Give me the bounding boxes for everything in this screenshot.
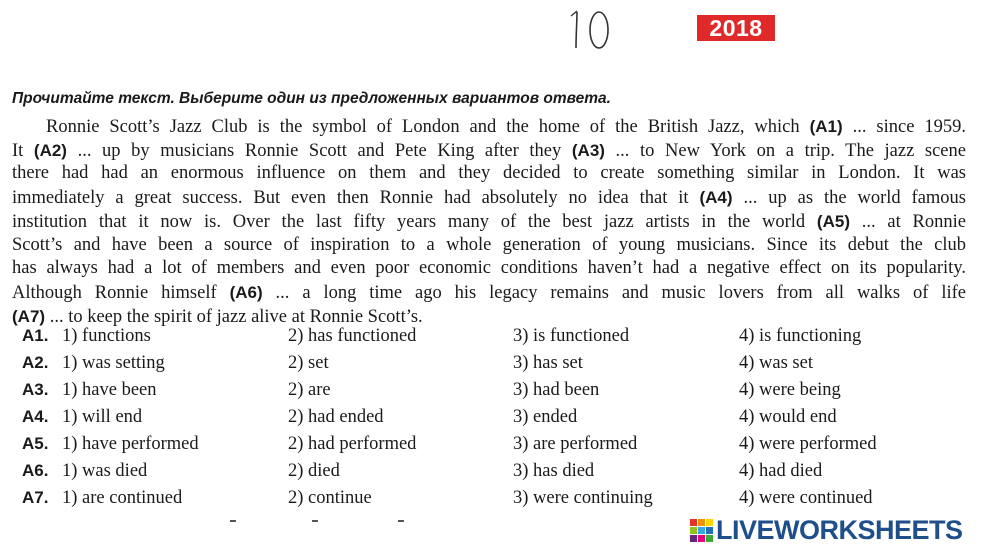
question-label: A7. [22,488,49,507]
question-row [0,488,1000,515]
answer-option[interactable]: 2) continue [288,488,372,508]
text-line [12,305,966,329]
answer-option[interactable]: 3) has died [513,461,595,481]
question-label: A5. [22,434,49,453]
answer-option[interactable]: 4) would end [739,407,837,427]
question-row [0,407,1000,434]
text-segment: It [12,140,34,161]
answer-option[interactable]: 3) has set [513,353,583,373]
answer-option[interactable]: 3) were continuing [513,488,653,508]
text-segment: ... to New York on a trip. The jazz scene [604,140,966,161]
answer-option[interactable]: 2) has functioned [288,326,417,346]
answer-option[interactable]: 2) died [288,461,340,481]
text-segment: ... up as the world famous [732,188,966,209]
answer-option[interactable]: 2) had performed [288,434,417,454]
answer-option[interactable]: 2) had ended [288,407,384,427]
handwritten-number [565,6,625,52]
text-line [12,234,966,257]
question-row [0,380,1000,407]
text-line [12,257,966,280]
text-segment: has always had a lot of members and even poor economic conditions haven’t had a negative effect on its popularity. [12,258,966,279]
answer-option[interactable]: 4) were continued [739,488,873,508]
logo-square [698,535,705,542]
logo-square [698,519,705,526]
answer-option[interactable]: 4) were performed [739,434,877,454]
answer-option[interactable]: 4) were being [739,380,841,400]
answer-option[interactable]: 4) was set [739,353,813,373]
answer-option[interactable]: 1) was died [62,461,148,481]
brand-name: LIVEWORKSHEETS [716,514,963,545]
logo-icon [690,519,713,542]
logo-square [706,527,713,534]
text-segment: there had had an enormous influence on them and they decided to create something similar in London. It was [12,163,966,184]
question-row [0,461,1000,488]
question-label: A6. [22,461,49,480]
answer-option[interactable]: 3) ended [513,407,578,427]
answer-option[interactable]: 3) is functioned [513,326,630,346]
text-segment: ... up by musicians Ronnie Scott and Pete King after they [66,140,572,161]
question-label: A3. [22,380,49,399]
gap-marker: (A1) [809,117,843,136]
text-line [12,186,966,210]
answer-option[interactable]: 4) had died [739,461,823,481]
question-row [0,434,1000,461]
answer-option[interactable]: 1) will end [62,407,143,427]
answer-option[interactable]: 1) functions [62,326,151,346]
answer-option[interactable]: 4) is functioning [739,326,862,346]
text-segment: ... at Ronnie [849,211,966,232]
question-row [0,353,1000,380]
question-label: A2. [22,353,49,372]
answer-option[interactable]: 1) was setting [62,353,165,373]
text-line [12,162,966,185]
text-line [12,139,966,163]
text-line [12,281,966,305]
gap-marker: (A3) [571,140,605,160]
answer-option[interactable]: 2) set [288,353,329,373]
text-line [12,210,966,234]
instruction: Прочитайте текст. Выберите один из предложенных вариантов ответа. [12,90,611,107]
logo-square [690,527,697,534]
answer-option[interactable]: 1) have performed [62,434,199,454]
logo-square [698,527,705,534]
liveworksheets-logo[interactable] [690,515,963,545]
text-segment: immediately a great success. But even then Ronnie had absolutely no idea that it [12,188,700,209]
text-segment: ... since 1959. [842,117,966,137]
gap-marker: (A2) [33,140,67,160]
answer-option[interactable]: 1) are continued [62,488,183,508]
text-segment: institution that it now is. Over the last fifty years many of the best jazz artists in the world [12,211,817,232]
answer-option[interactable]: 2) are [288,380,331,400]
logo-square [690,519,697,526]
answer-option[interactable]: 3) had been [513,380,600,400]
logo-square [706,519,713,526]
year-badge: 2018 [697,15,775,41]
text-line [46,115,966,139]
gap-marker: (A4) [699,188,733,208]
gap-marker: (A6) [229,282,263,302]
gap-marker: (A7) [12,306,46,326]
text-segment: Scott’s and have been a source of inspiration to a whole generation of young musicians. Since its debut the club [12,234,966,255]
question-row [0,326,1000,353]
answer-option[interactable]: 1) have been [62,380,157,400]
question-label: A4. [22,407,49,426]
text-segment: Ronnie Scott’s Jazz Club is the symbol of London and the home of the British Jazz, which [46,117,810,137]
text-segment: ... a long time ago his legacy remains and music lovers from all walks of life [262,282,966,303]
answer-option[interactable]: 3) are performed [513,434,638,454]
logo-square [690,535,697,542]
text-segment: Although Ronnie himself [12,282,230,303]
text-segment: ... to keep the spirit of jazz alive at Ronnie Scott’s. [45,306,423,327]
logo-square [706,535,713,542]
gap-marker: (A5) [816,211,850,231]
question-label: A1. [22,326,49,345]
